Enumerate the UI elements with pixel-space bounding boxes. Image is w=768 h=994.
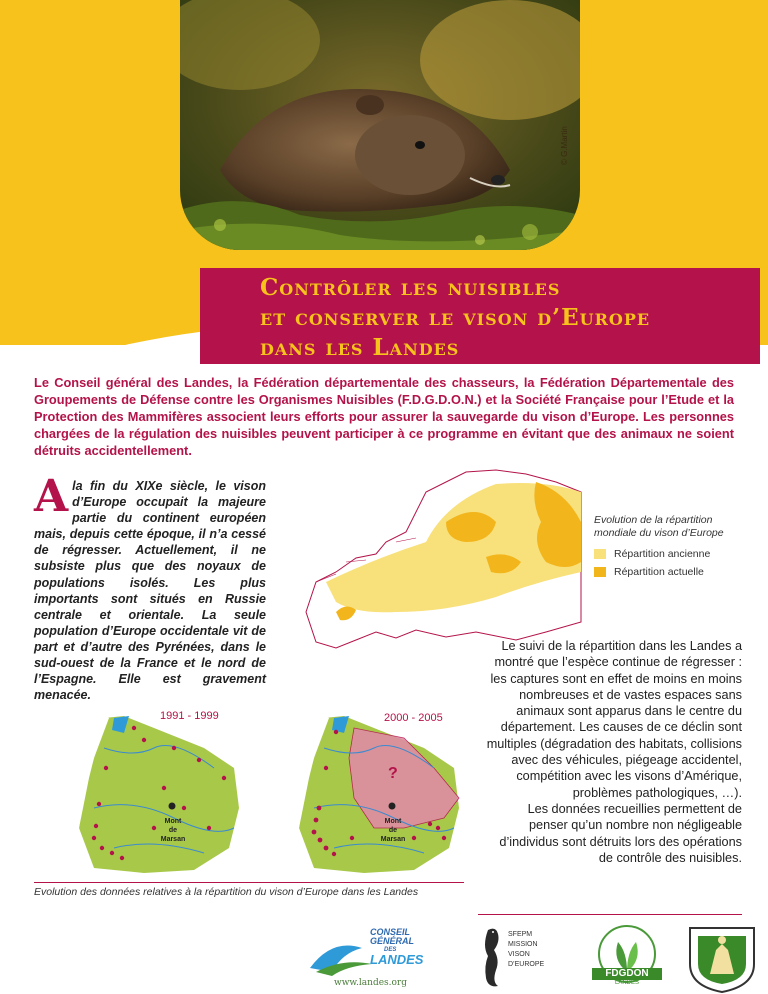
body-paragraph-1: Le suivi de la répartition dans les Landes a montré que l’espèce continue de régresser : les captures sont en effet de moins en moins nombreuses et de vastes espaces sans animaux sont apparus dans le centre du département. Les causes de ce déclin sont multiples (dégradation des habitats, collisions avec des véhicules, piégeage accidentel, compétition avec les visons d’Amérique, problèmes pathologiques, …). [486,639,742,800]
legend-current-label: Répartition actuelle [614,566,704,578]
maps-divider [34,882,464,883]
mission-text [508,930,544,970]
maps-caption: Evolution des données relatives à la répartition du vison d’Europe dans les Landes [34,886,419,898]
cg-line-3: DES [384,947,397,953]
body-text [486,638,742,866]
cg-text [370,927,424,967]
fdgdon-logo[interactable] [592,924,662,990]
footer-rule [478,914,742,915]
mission-line-2: VISON [508,951,530,958]
cg-line-1: CONSEIL [370,927,411,937]
dropcap: A [34,471,69,522]
title-line-1: Contrôler les nuisibles [260,274,561,301]
intro-paragraph: Le Conseil général des Landes, la Fédération départementale des chasseurs, la Fédération Départementale des Groupements de Défense contre les Organismes Nuisibles (F.D.G.D.O.N.) et la Société Française pour l’Etude et la Protection des Mammifères associent leurs efforts pour assurer la sauvegarde du vison d’Europe. Les personnes chargées de la régulation des nuisibles peuvent participer à ce programme en évitant que des animaux ne soient détruits accidentellement. [34,375,734,458]
legend-current-swatch [594,567,606,577]
photo-credit: © G.Martin [560,126,569,165]
city-right-3: Marsan [380,836,406,843]
mission-line-3: D’EUROPE [508,961,545,968]
legend-old [594,548,710,560]
europe-legend-title: Evolution de la répartition mondiale du vison d’Europe [594,514,724,539]
mission-line-1: MISSION [508,941,538,948]
city-label-right [378,817,408,844]
body-paragraph-2: Les données recueillies permettent de penser qu’un nombre non négligeable d’individus sont détruits lors des opérations de contrôle des nuisibles. [499,801,742,865]
unknown-mark: ? [388,765,398,782]
conseil-general-logo[interactable] [302,928,434,984]
legend-current [594,566,704,578]
title-line-2: et conserver le vison d’Europe [260,304,651,331]
website-link[interactable]: www.landes.org [334,978,407,988]
city-left-2: de [168,827,178,834]
city-left-1: Mont [164,818,182,825]
lead-paragraph [34,471,266,703]
city-right-2: de [388,827,398,834]
europe-map [296,462,586,652]
city-right-1: Mont [384,818,402,825]
city-label-left [158,817,188,844]
mission-vison-logo[interactable] [478,926,558,988]
city-left-3: Marsan [160,836,186,843]
lead-text: la fin du XIXe siècle, le vison d’Europe occupait la majeure partie du continent européen mais, depuis cette époque, il n’a cessé de régresser. Actuellement, il ne subsiste plus que des noyaux de populations isolés. Les plus importants sont situés en Russie centrale et orientale. La seule population d’Europe occidentale vit de part et d’autre des Pyrénées, dans le sud-ouest de la France et le nord de l’Espagne. Elle est gravement menacée. [34,479,266,703]
federation-chasseurs-seal[interactable] [680,920,764,994]
period-2-label: 2000 - 2005 [384,712,443,724]
fdgdon-label: FDGDON [592,968,662,980]
mink-photo [180,0,580,250]
title-line-3: dans les Landes [260,334,460,361]
cg-line-2: GÉNÉRAL [370,936,415,946]
legend-old-swatch [594,549,606,559]
title-box [200,268,760,364]
cg-line-4: LANDES [370,952,424,967]
fdgdon-sub: LANDES [614,980,639,986]
legend-old-label: Répartition ancienne [614,548,711,560]
period-1-label: 1991 - 1999 [160,710,219,722]
sfepm-label: SFEPM [508,931,533,938]
landes-maps [34,708,464,878]
